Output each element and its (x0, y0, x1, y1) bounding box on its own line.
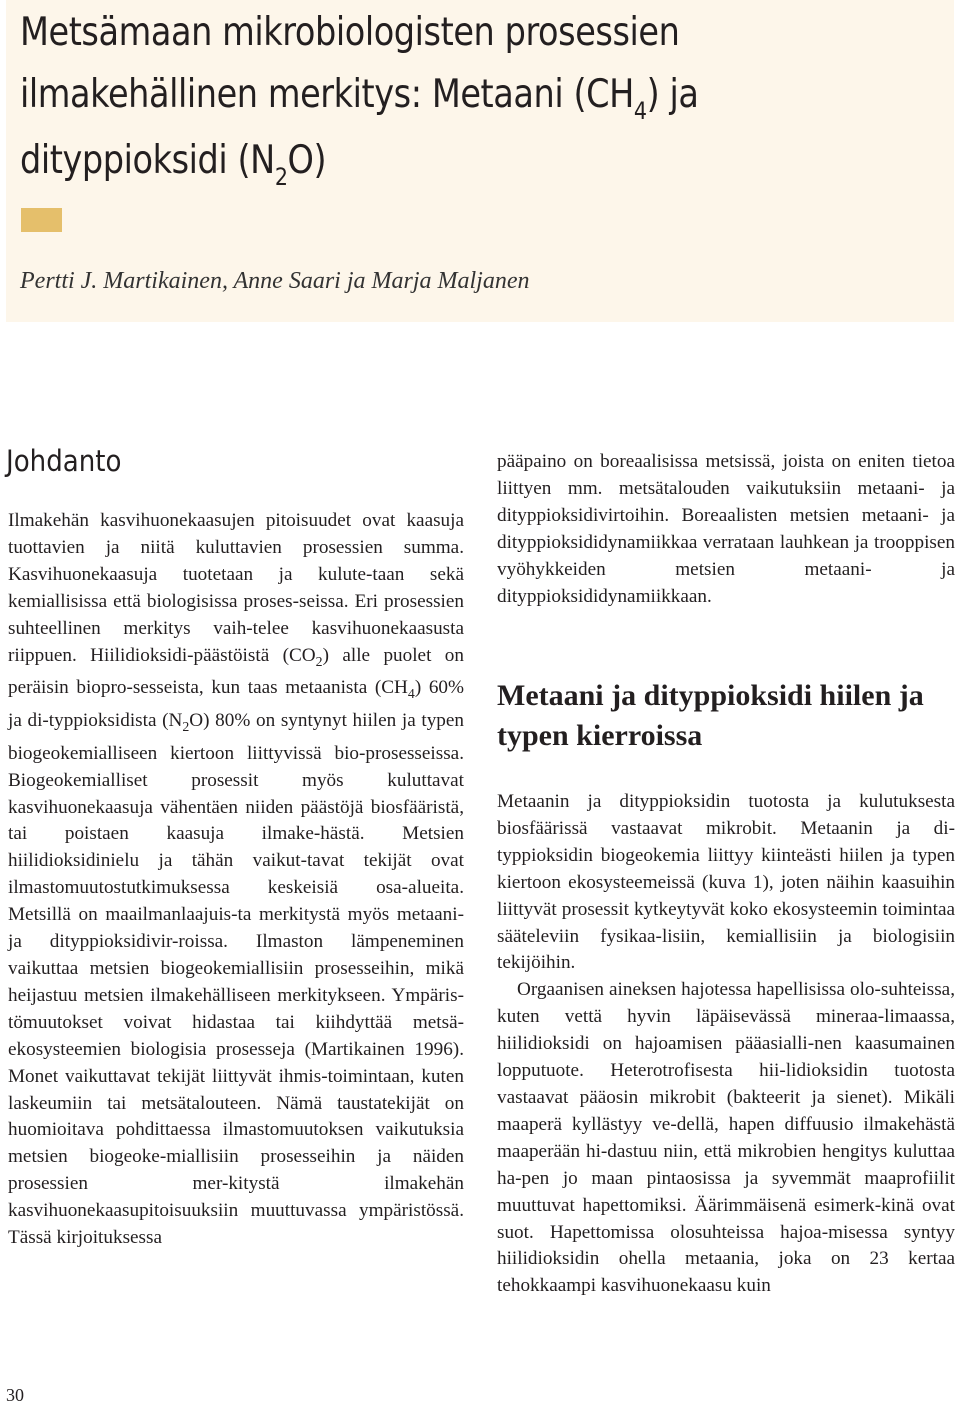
section2-paragraph-2: Orgaanisen aineksen hajotessa hapellisissa olo-suhteissa, kuten vettä hyvin läpäisevässä mineraa-limaassa, hiilidioksidi on hajoamisen pääasialli-nen kaasumainen lopputuote. Heterotrofisesta hii-lidioksidin tuotosta vastaavat pääosin mikrobit (bakteerit ja sienet). Mikäli maaperä kyllästyy ve-dellä, hapen diffuusio ilmakehästä maaperään hi-dastuu niin, että mikrobien hengitys kuluttaa ha-pen jo maan pintaosissa ja syvemmät maaprofiilit muuttuvat hapettomiksi. Äärimmäisenä esimerk-kinä ovat suot. Hapettomissa olosuhteissa hajoa-misessa syntyy hiilidioksidin ohella metaania, joka on 23 kertaa tehokkaampi kasvihuonekaasu kuin (497, 979, 955, 1297)
subscript: 2 (315, 653, 323, 669)
subscript: 4 (633, 97, 647, 125)
title-line-3-text: dityppioksidi (N (20, 138, 275, 183)
intro-continuation: pääpaino on boreaalisissa metsissä, joista on eniten tietoa liittyen mm. metsätalouden vaikutuksiin metaani- ja dityppioksidivirtoihin. Boreaalisten metsien metaani- ja dityppioksididynamiikkaa verrataan lauhkean ja trooppisen vyöhykkeiden metsien metaani- ja dityppioksididynamiikkaan. (497, 451, 955, 607)
section2-paragraph-1: Metaanin ja dityppioksidin tuotosta ja kulutuksesta biosfäärissä vastaavat mikrobit. Metaanin ja di-typpioksidin biogeokemia liittyy kiinteästi hiilen ja typen kiertoon ekosysteemeissä (kuva 1), joten näihin kaasuihin liittyvät prosessit kytkeytyvät koko ekosysteemin toimintaa sääteleviin fysikaa-lisiin, kemiallisiin ja biologisiin tekijöihin. (497, 791, 955, 974)
intro-paragraph (8, 508, 464, 1252)
title-line-2 (20, 72, 699, 125)
title-line-2-text: ilmakehällinen merkitys: Metaani (CH (20, 72, 634, 117)
page-number: 30 (6, 1385, 24, 1405)
text-run: ) 60% ja di-typpioksidista (N (8, 677, 464, 731)
section-heading-johdanto: Johdanto (6, 444, 122, 478)
subscript: 2 (182, 718, 190, 734)
subscript: 2 (274, 163, 288, 191)
authors: Pertti J. Martikainen, Anne Saari ja Marja Maljanen (20, 268, 530, 294)
title-line-3 (20, 138, 327, 191)
accent-square (21, 208, 62, 232)
text-run: O) 80% on syntynyt hiilen ja typen biogeokemialliseen kiertoon liittyvissä bio-prosesseissa. Biogeokemialliset prosessit myös kuluttavat kasvihuonekaasuja vähentäen niiden päästöjä biosfääristä, tai poistaen kaasuja ilmake-hästä. Metsien hiilidioksidinielu ja tähän vaikut-tavat tekijät ovat ilmastomuutostutkimuksessa keskeisiä osa-alueita. Metsillä on maailmanlaajuis-ta merkitystä myös metaani- ja dityppioksidivir-roissa. Ilmaston lämpeneminen vaikuttaa metsien biogeokemiallisiin prosesseihin, mikä heijastuu metsien ilmakehälliseen merkitykseen. Ympäris-tömuutokset voivat hidastaa tai kiihdyttää metsä-ekosysteemien biologisia prosesseja (Martikainen 1996). Monet vaikuttavat tekijät liittyvät ihmis-toimintaan, kuten laskeumiin tai metsätalouteen. Nämä taustatekijät on huomioitava pohdittaessa ilmastomuutoksen vaikutuksia metsien biogeoke-miallisiin prosesseihin ja näiden prosessien mer-kitystä ilmakehän kasvihuonekaasupitoisuuksiin muuttuvassa ympäristössä. Tässä kirjoituksessa (8, 710, 465, 1249)
right-column-top (497, 449, 955, 610)
title-block (6, 0, 954, 322)
title-line-3-end: O) (287, 138, 327, 183)
title-line-1: Metsämaan mikrobiologisten prosessien (20, 10, 680, 55)
section-heading-metaani: Metaani ja dityppioksidi hiilen ja typen kierroissa (497, 679, 924, 752)
left-column (8, 508, 464, 1252)
text-run: Ilmakehän kasvihuonekaasujen pitoisuudet ovat kaasuja tuottavien ja niitä kuluttavien prosessien summa. Kasvihuonekaasuja tuotetaan ja kulute-taan sekä kemiallisissa että biologisissa proses-seissa. Eri prosessien suhteellinen merkitys vaih-telee kasvihuonekaasusta riippuen. Hiilidioksidi-päästöistä (CO (8, 510, 464, 666)
title-line-2-end: ) ja (646, 72, 699, 117)
article-title (20, 2, 811, 196)
subscript: 4 (407, 686, 415, 702)
text-run: ) alle puolet on peräisin biopro-sesseista, kun taas metaanista (CH (8, 644, 464, 699)
right-column-bottom (497, 789, 955, 1300)
